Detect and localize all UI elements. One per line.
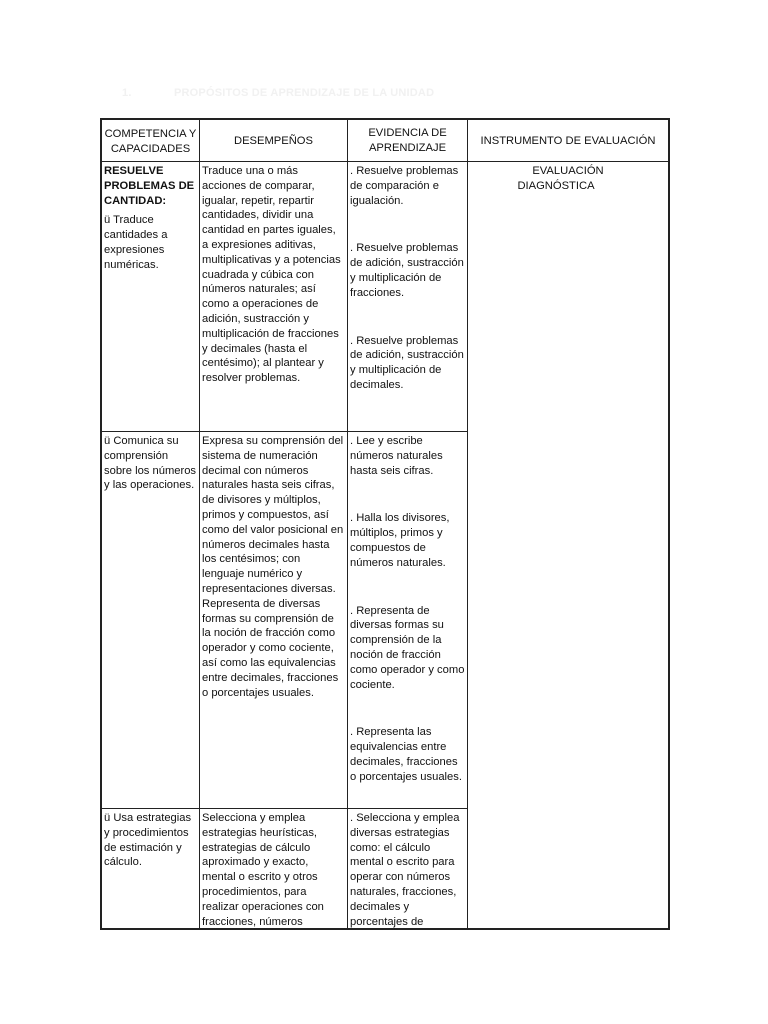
instrumento-cell [468,162,668,928]
instrumento-line1: EVALUACIÓN [532,165,604,177]
header-instrumento [468,120,668,162]
row1-evidencia-cell [348,162,468,432]
section-heading [122,87,434,99]
row1-competencia-cell [102,162,200,432]
evidencia-item: . Resuelve problemas de adición, sustracción y multiplicación de decimales. [350,334,464,391]
competencia-title: RESUELVE PROBLEMAS DE CANTIDAD: [104,165,195,207]
row2-competencia-cell [102,432,200,809]
row2-evidencia-cell [348,432,468,809]
header-evidencia [348,120,468,162]
header-competencia [102,120,200,162]
row3-evidencia-cell [348,809,468,928]
learning-purposes-table [100,118,670,930]
row3-desempeno-cell [200,809,348,928]
capacidad-usa-estrategias: ü Usa estrategias y procedimientos de estimación y cálculo. [104,812,192,869]
section-heading-number: 1. [122,87,132,99]
capacidad-traduce: ü Traduce cantidades a expresiones numéricas. [104,214,168,271]
header-desempenos-label: DESEMPEÑOS [234,135,313,147]
header-competencia-label: COMPETENCIA Y CAPACIDADES [104,127,197,155]
evidencia-item: . Representa de diversas formas su comprensión de la noción de fracción como operador y como cociente. [350,604,465,691]
section-heading-text: PROPÓSITOS DE APRENDIZAJE DE LA UNIDAD [174,87,435,99]
desempeno-traduce: Traduce una o más acciones de comparar, igualar, repetir, repartir cantidades, dividir una cantidad en partes iguales, a expresiones aditivas, multiplicativas y a potencias cuadrada y cúbica con números naturales; así como a operaciones de adición, sustracción y multiplicación de fracciones y decimales (hasta el centésimo); al plantear y resolver problemas. [202,165,341,385]
header-desempenos [200,120,348,162]
header-instrumento-label: INSTRUMENTO DE EVALUACIÓN [480,135,656,147]
evidencia-item: . Representa las equivalencias entre decimales, fracciones o porcentajes usuales. [350,726,462,783]
row2-desempeno-cell [200,432,348,809]
evidencia-item: . Halla los divisores, múltiplos, primos y compuestos de números naturales. [350,512,450,569]
instrumento-line2: DIAGNÓSTICA [517,179,595,192]
capacidad-comunica: ü Comunica su comprensión sobre los números y las operaciones. [104,435,197,492]
desempeno-selecciona: Selecciona y emplea estrategias heurísticas, estrategias de cálculo aproximado y exacto, mental o escrito y otros procedimientos, para realizar operaciones con fracciones, números [202,812,324,928]
row1-desempeno-cell [200,162,348,432]
desempeno-expresa: Expresa su comprensión del sistema de numeración decimal con números naturales hasta seis cifras, de divisores y múltiplos, primos y compuestos, así como del valor posicional en números decimales hasta los centésimos; con lenguaje numérico y representaciones diversas. Representa de diversas formas su comprensión de la noción de fracción como operador y como cociente, así como las equivalencias entre decimales, fracciones o porcentajes usuales. [202,435,344,699]
evidencia-item: . Resuelve problemas de adición, sustracción y multiplicación de fracciones. [350,242,464,299]
row3-competencia-cell [102,809,200,928]
evidencia-item: . Lee y escribe números naturales hasta seis cifras. [350,435,443,477]
evidencia-item: . Resuelve problemas de comparación e igualación. [350,165,459,207]
evidencia-item: . Selecciona y emplea diversas estrategias como: el cálculo mental o escrito para operar con números naturales, fracciones, decimales y porcentajes de [350,812,460,928]
header-evidencia-label: EVIDENCIA DE APRENDIZAJE [368,126,447,154]
